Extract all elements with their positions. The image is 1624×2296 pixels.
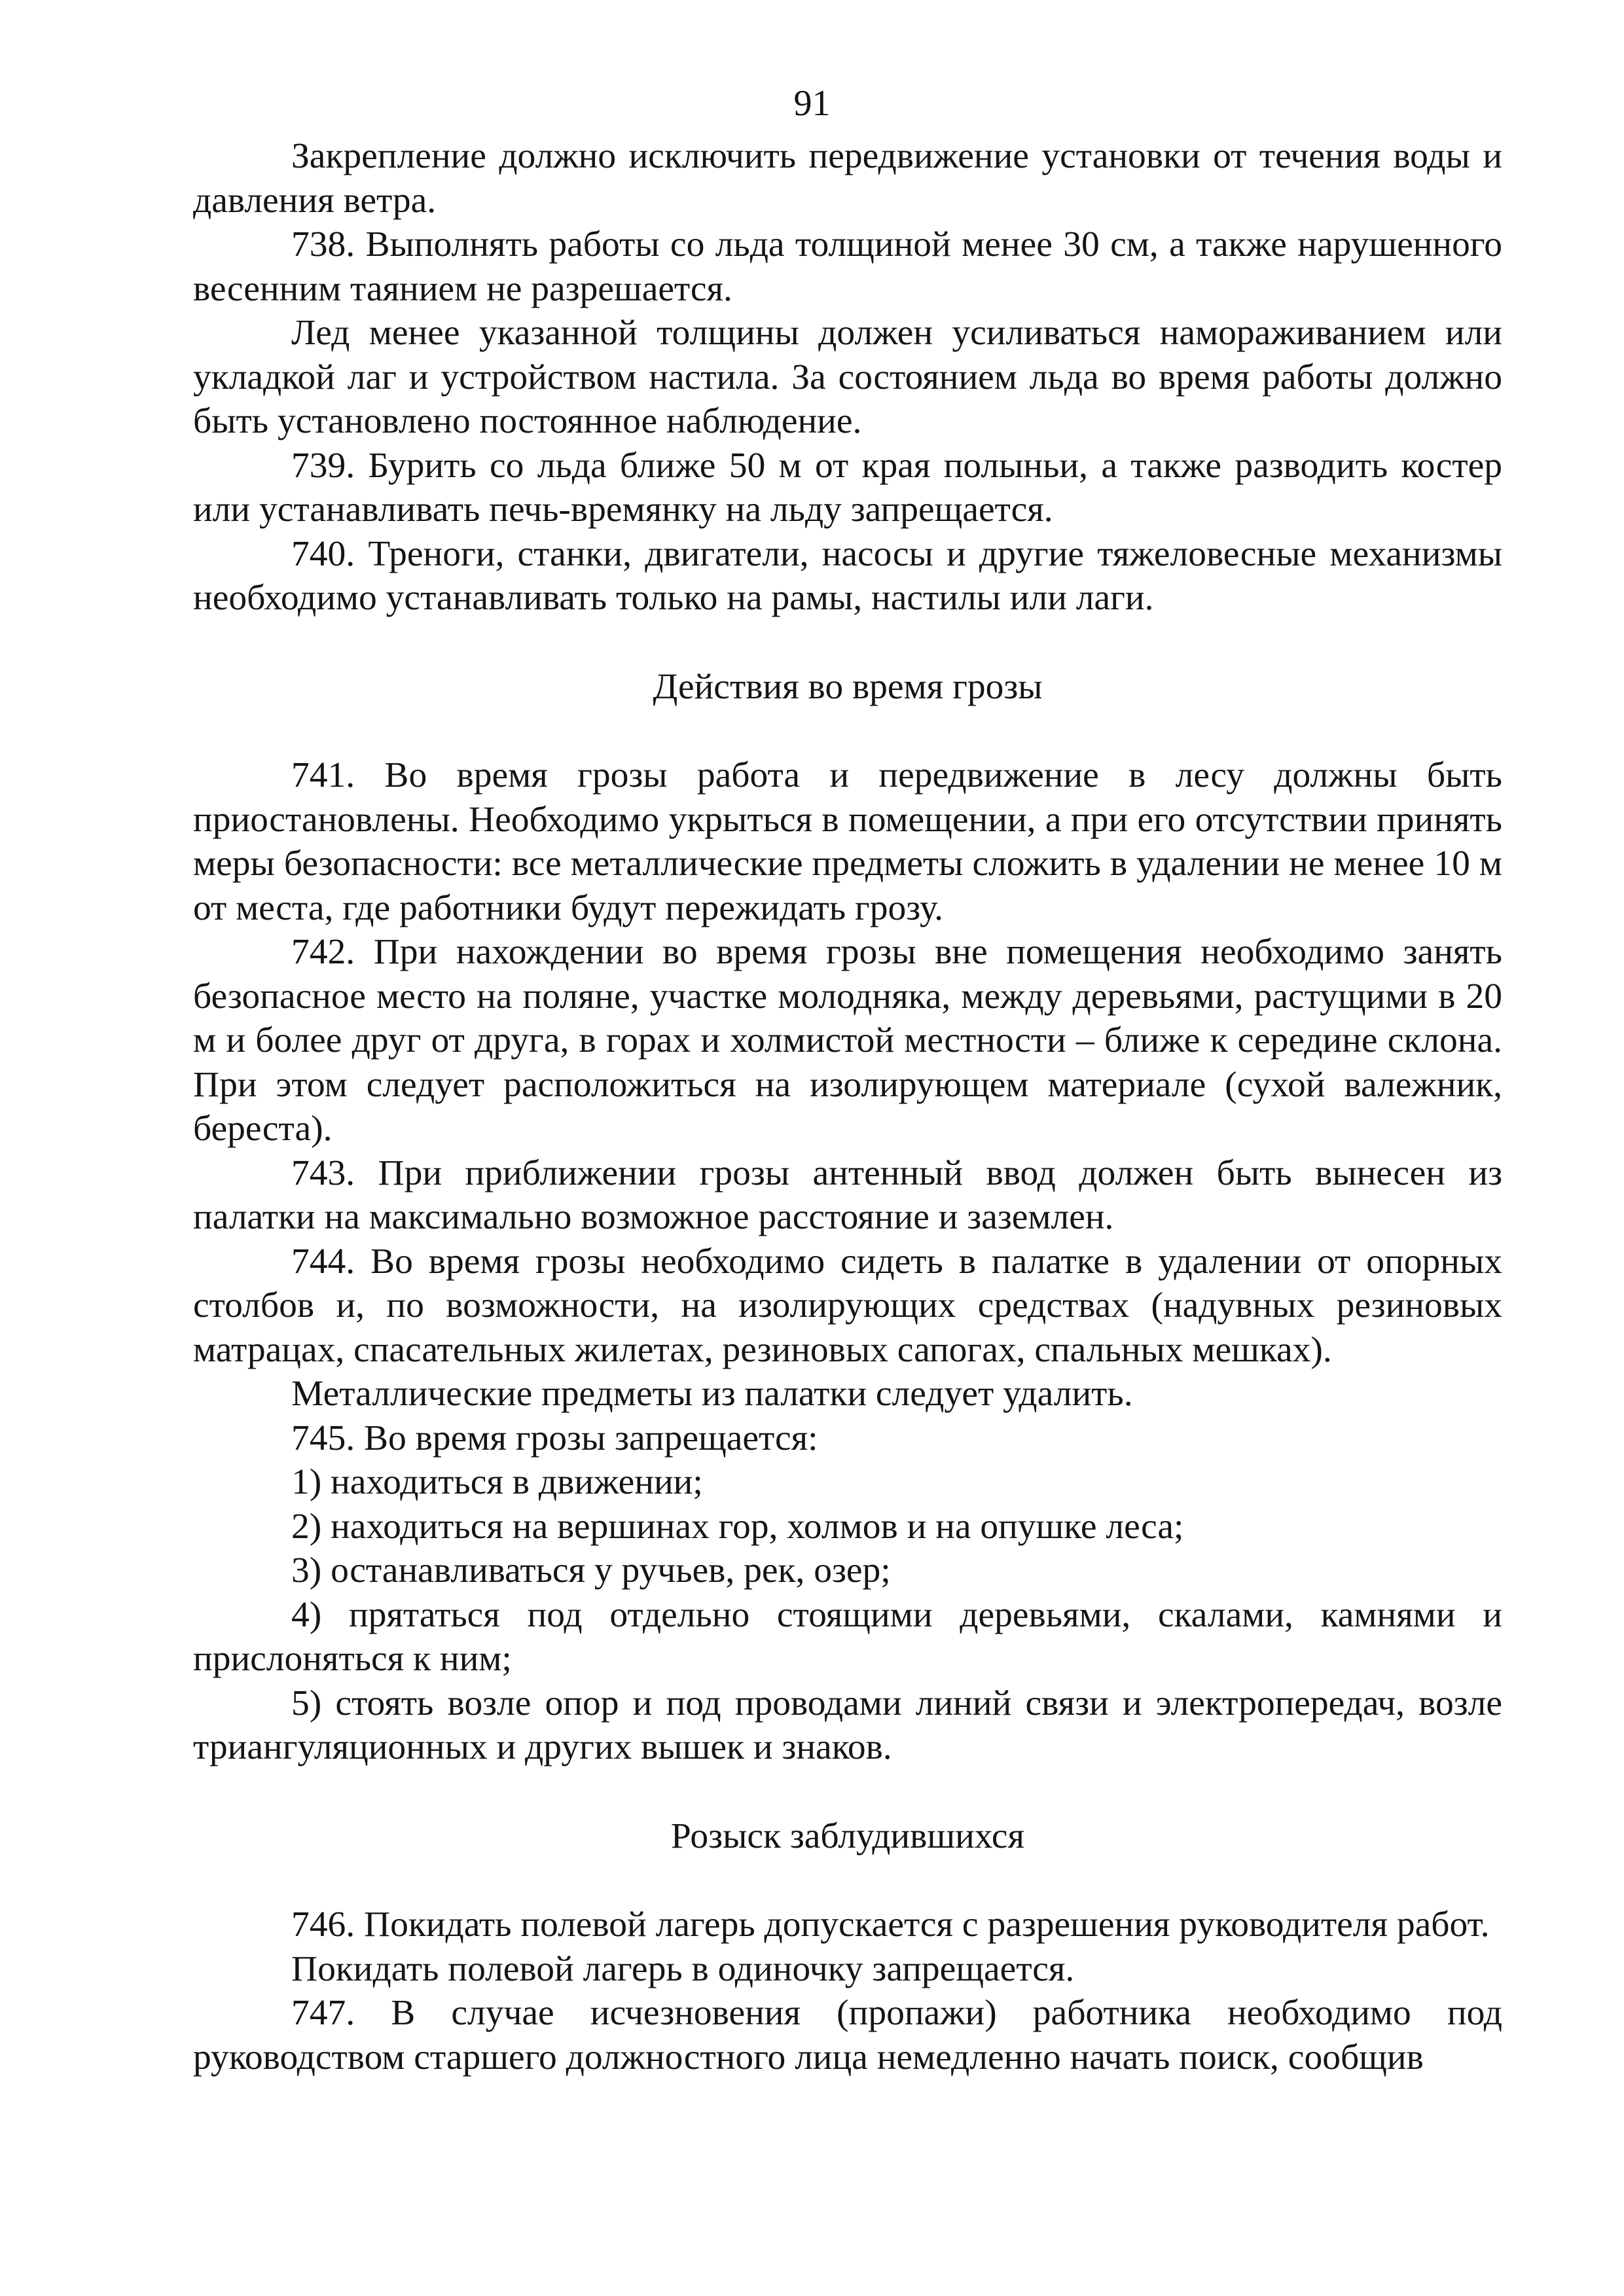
- paragraph-747: 747. В случае исчезновения (пропажи) работника необходимо под руководством старшего должностного лица немедленно начать поиск, сообщив: [193, 1993, 1502, 2077]
- page-number: 91: [793, 83, 831, 124]
- section-heading-thunderstorm: Действия во время грозы: [653, 666, 1043, 707]
- paragraph-ice-reinforcement: Лед менее указанной толщины должен усиливаться намораживанием или укладкой лаг и устройством настила. За состоянием льда во время работы должно быть установлено постоянное наблюдение.: [193, 313, 1502, 441]
- list-item-2: 2) находиться на вершинах гор, холмов и на опушке леса;: [291, 1506, 1184, 1547]
- list-item-5: 5) стоять возле опор и под проводами линий связи и электропередач, возле триангуляционных и других вышек и знаков.: [193, 1683, 1502, 1767]
- list-item-4: 4) прятаться под отдельно стоящими деревьями, скалами, камнями и прислоняться к ним;: [193, 1594, 1502, 1679]
- paragraph-746: 746. Покидать полевой лагерь допускается с разрешения руководителя работ.: [291, 1905, 1490, 1945]
- paragraph-metal-objects: Металлические предметы из палатки следует удалить.: [291, 1374, 1133, 1414]
- list-item-1: 1) находиться в движении;: [291, 1462, 703, 1502]
- paragraph-743: 743. При приближении грозы антенный ввод должен быть вынесен из палатки на максимально возможное расстояние и заземлен.: [193, 1153, 1502, 1237]
- section-heading-search: Розыск заблудившихся: [670, 1816, 1025, 1856]
- paragraph-745: 745. Во время грозы запрещается:: [291, 1418, 818, 1458]
- document-body: [193, 134, 1502, 2079]
- paragraph-camp-alone: Покидать полевой лагерь в одиночку запрещается.: [291, 1948, 1075, 1989]
- paragraph-anchoring: Закрепление должно исключить передвижение установки от течения воды и давления ветра.: [193, 136, 1502, 221]
- paragraph-741: 741. Во время грозы работа и передвижение в лесу должны быть приостановлены. Необходимо укрыться в помещении, а при его отсутствии принять меры безопасности: все металлические предметы сложить в удалении не менее 10 м от места, где работники будут пережидать грозу.: [193, 755, 1502, 928]
- paragraph-738: 738. Выполнять работы со льда толщиной менее 30 см, а также нарушенного весенним таянием не разрешается.: [193, 224, 1502, 309]
- paragraph-742: 742. При нахождении во время грозы вне помещения необходимо занять безопасное место на поляне, участке молодняка, между деревьями, растущими в 20 м и более друг от друга, в горах и холмистой местности – ближе к середине склона. При этом следует расположиться на изолирующем материале (сухой валежник, береста).: [193, 932, 1502, 1149]
- paragraph-739: 739. Бурить со льда ближе 50 м от края полыньи, а также разводить костер или устанавливать печь-времянку на льду запрещается.: [193, 445, 1502, 529]
- paragraph-740: 740. Треноги, станки, двигатели, насосы и другие тяжеловесные механизмы необходимо устанавливать только на рамы, настилы или лаги.: [193, 533, 1502, 618]
- list-item-3: 3) останавливаться у ручьев, рек, озер;: [291, 1551, 891, 1590]
- paragraph-744: 744. Во время грозы необходимо сидеть в палатке в удалении от опорных столбов и, по возможности, на изолирующих средствах (надувных резиновых матрацах, спасательных жилетах, резиновых сапогах, спальных мешках).: [193, 1241, 1502, 1370]
